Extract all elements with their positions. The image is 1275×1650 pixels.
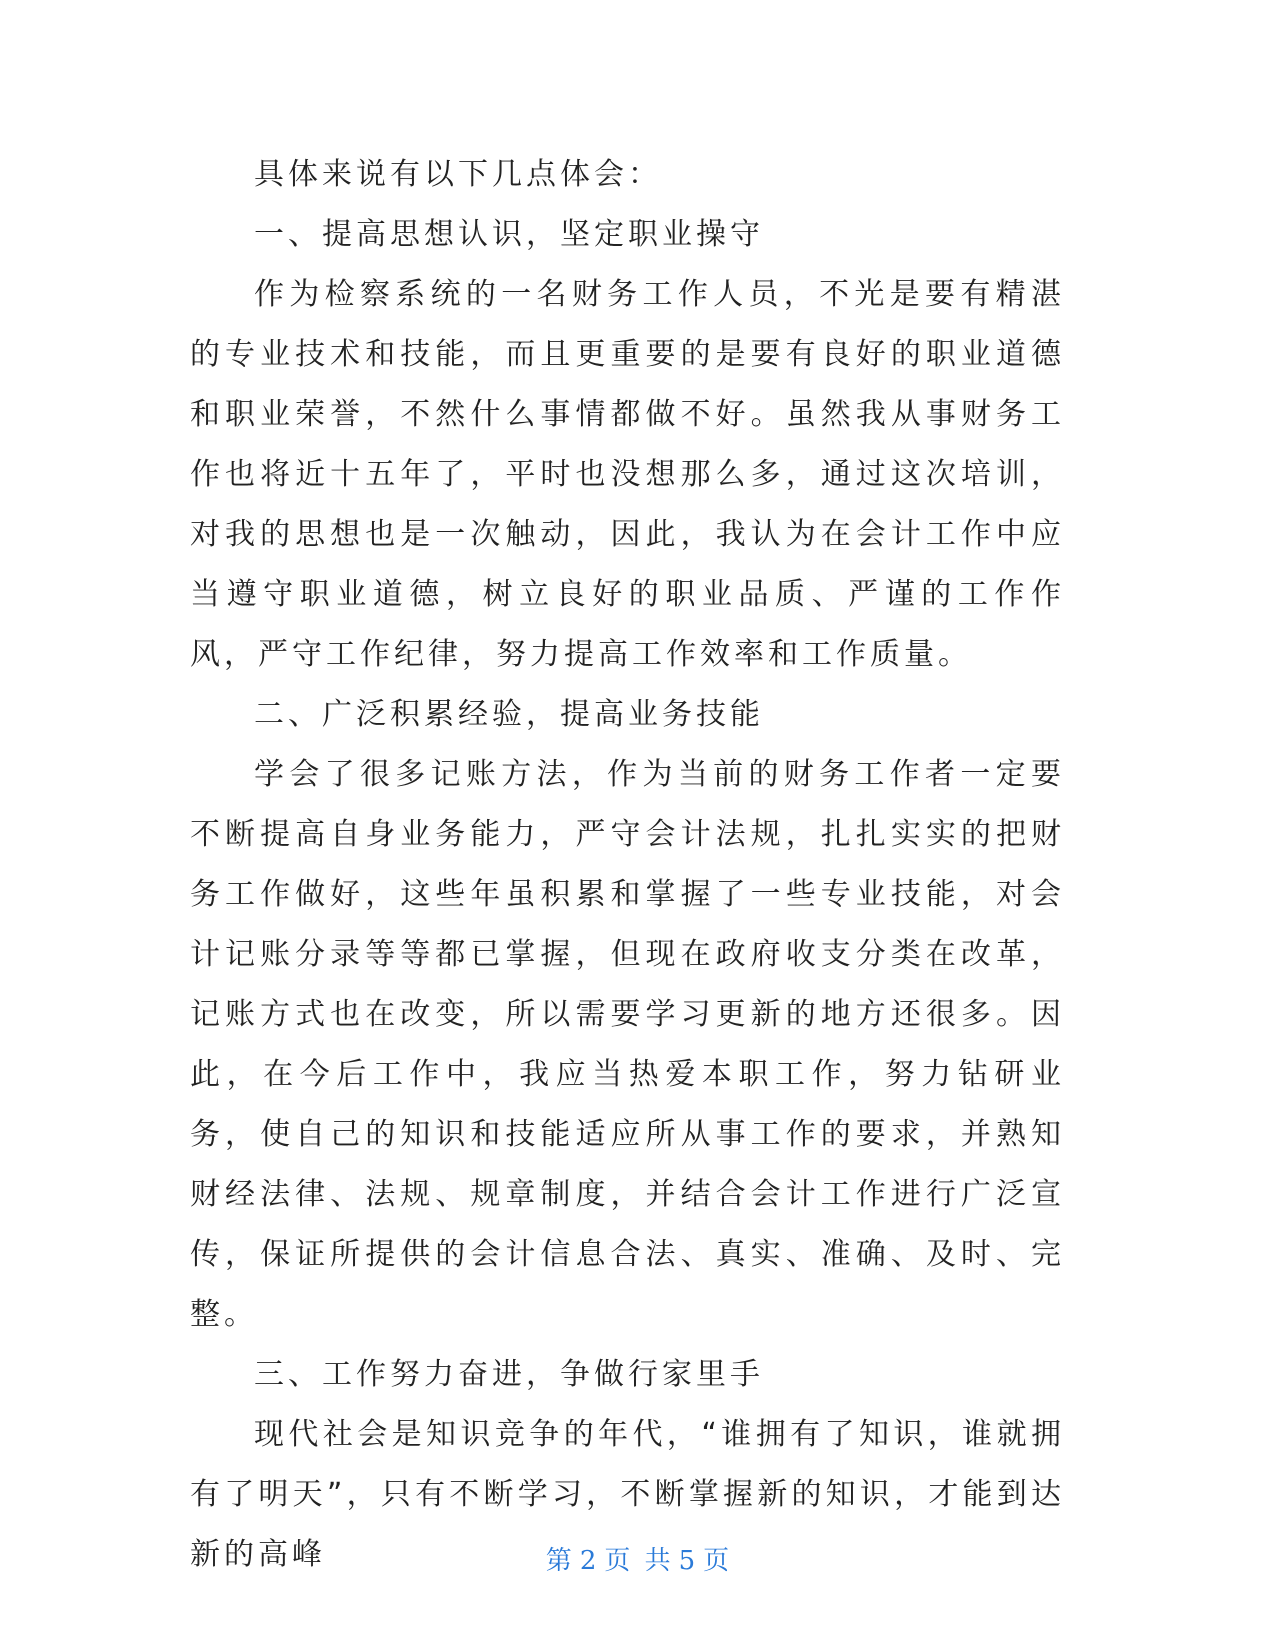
paragraph-section-3: 现代社会是知识竞争的年代，“谁拥有了知识，谁就拥有了明天”，只有不断学习，不断掌握新的知识，才能到达新的高峰	[190, 1417, 1065, 1572]
footer-prefix: 第	[545, 1546, 572, 1576]
page-footer	[0, 1540, 1275, 1577]
section-heading-3: 三、工作努力奋进，争做行家里手	[254, 1357, 764, 1392]
footer-middle: 页 共	[604, 1546, 671, 1576]
current-page-number: 2	[579, 1546, 597, 1576]
paragraph-section-2: 学会了很多记账方法，作为当前的财务工作者一定要不断提高自身业务能力，严守会计法规，扎扎实实的把财务工作做好，这些年虽积累和掌握了一些专业技能，对会计记账分录等等都已掌握，但现在政府收支分类在改革，记账方式也在改变，所以需要学习更新的地方还很多。因此，在今后工作中，我应当热爱本职工作，努力钻研业务，使自己的知识和技能适应所从事工作的要求，并熟知财经法律、法规、规章制度，并结合会计工作进行广泛宣传，保证所提供的会计信息合法、真实、准确、及时、完整。	[190, 757, 1065, 1332]
paragraph-intro: 具体来说有以下几点体会：	[254, 157, 662, 192]
paragraph-section-1: 作为检察系统的一名财务工作人员，不光是要有精湛的专业技术和技能，而且更重要的是要有良好的职业道德和职业荣誉，不然什么事情都做不好。虽然我从事财务工作也将近十五年了，平时也没想那么多，通过这次培训，对我的思想也是一次触动，因此，我认为在会计工作中应当遵守职业道德，树立良好的职业品质、严谨的工作作风，严守工作纪律，努力提高工作效率和工作质量。	[190, 277, 1065, 672]
footer-suffix: 页	[703, 1546, 730, 1576]
section-heading-1: 一、提高思想认识，坚定职业操守	[254, 217, 764, 252]
document-body	[190, 145, 1065, 1585]
total-pages-number: 5	[678, 1546, 696, 1576]
section-heading-2: 二、广泛积累经验，提高业务技能	[254, 697, 764, 732]
